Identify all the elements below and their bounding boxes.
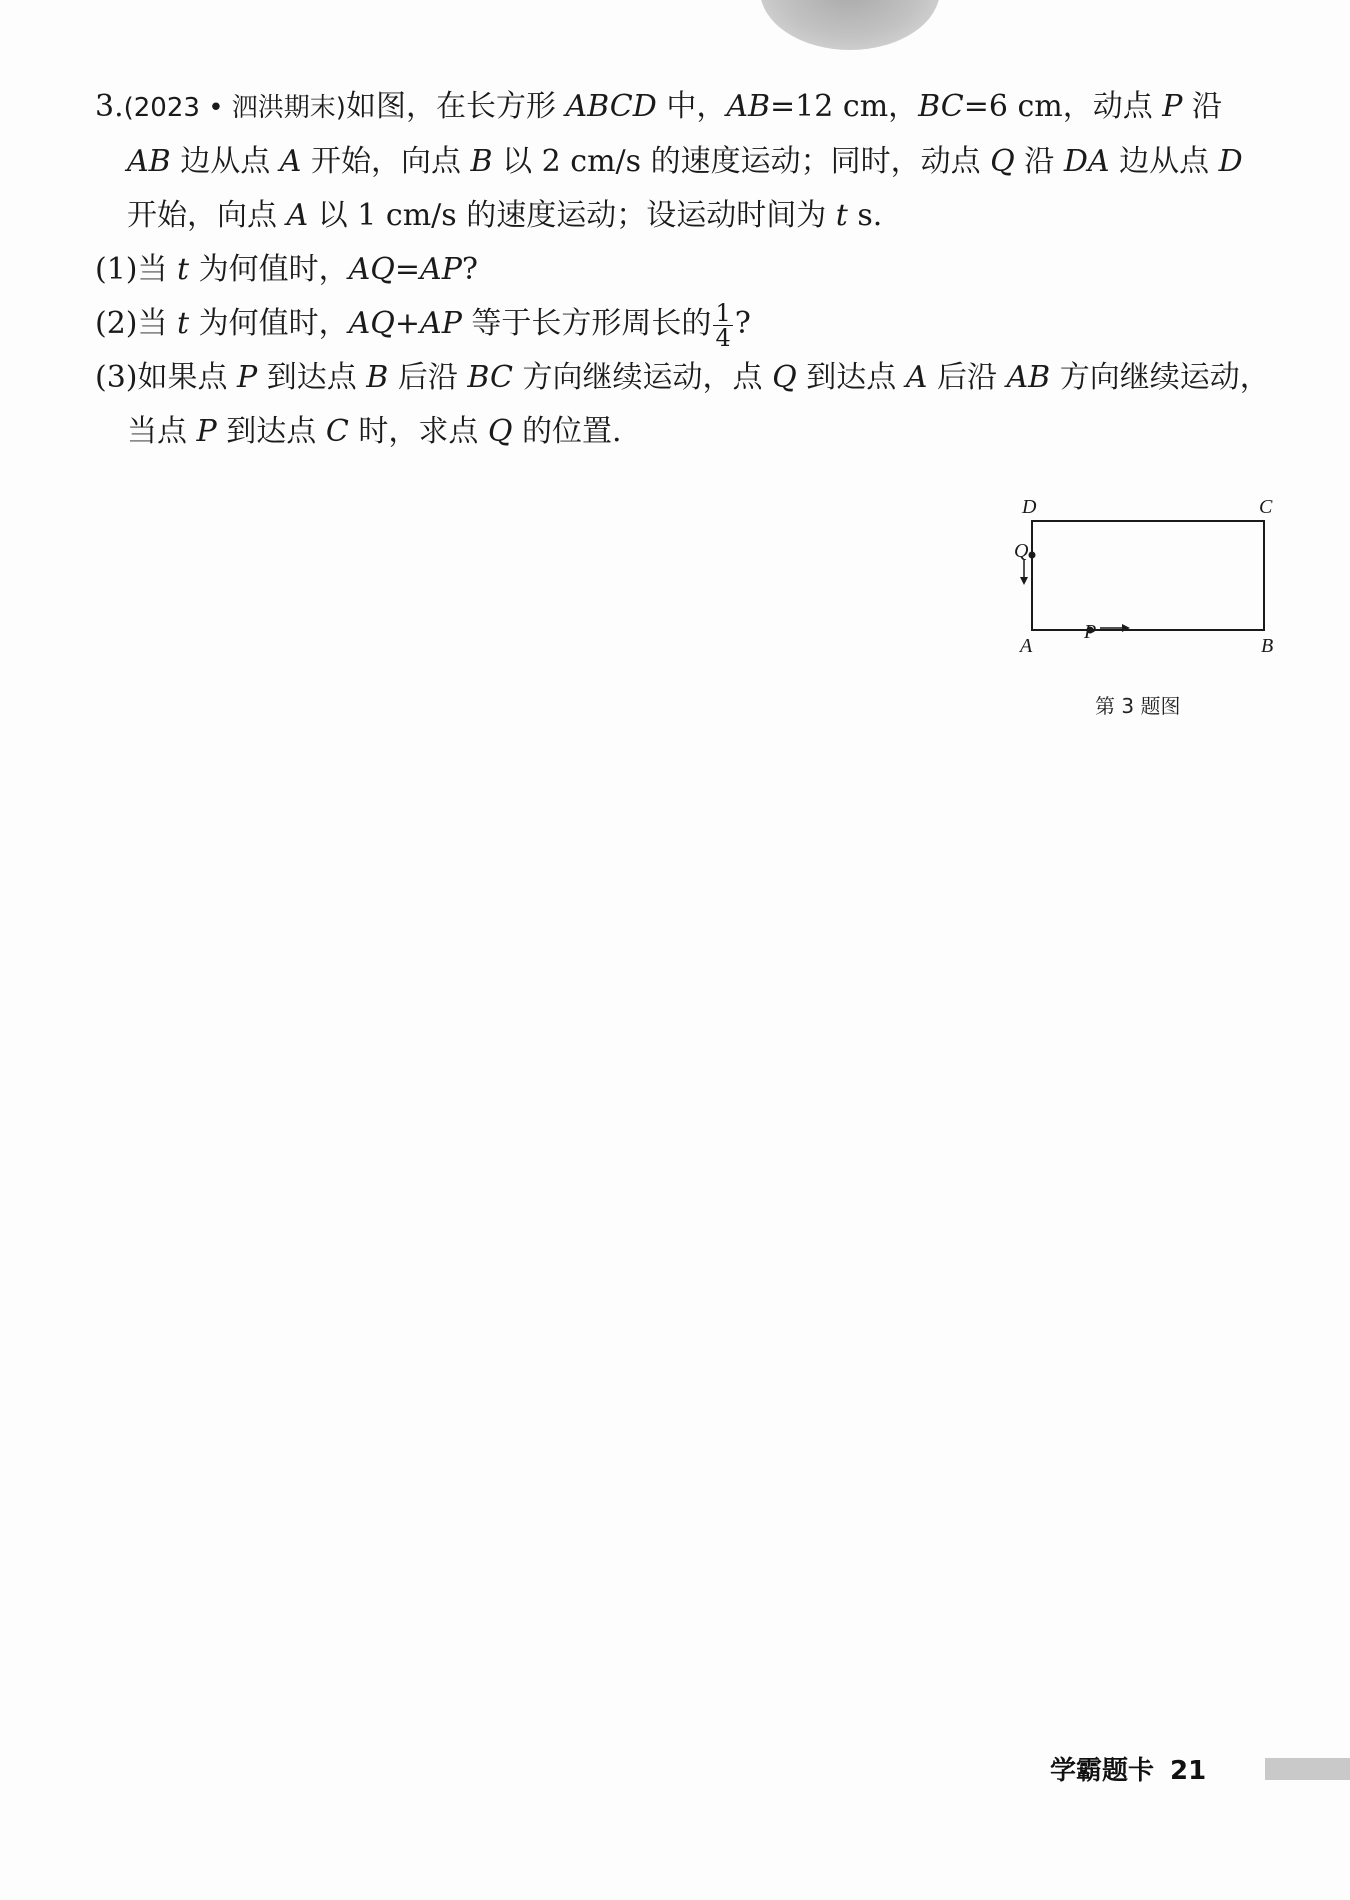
problem-statement	[95, 80, 1275, 243]
text: 的位置.	[512, 414, 622, 449]
math: t	[177, 252, 190, 287]
text: 以 1 cm/s 的速度运动；设运动时间为	[308, 198, 836, 233]
text: 时，求点	[348, 414, 488, 449]
point-q-dot	[1029, 552, 1036, 559]
question-2	[95, 297, 1275, 351]
math: Q	[487, 414, 513, 449]
text: 方向继续运动，当点	[127, 360, 1270, 449]
text: 边从点	[170, 144, 280, 179]
fraction-denominator: 4	[715, 323, 731, 352]
vertex-label-a: A	[1020, 635, 1033, 657]
text: 方向继续运动，点	[512, 360, 773, 395]
math: t	[835, 198, 848, 233]
text: ?	[734, 306, 751, 341]
math: P	[196, 414, 217, 449]
math: C	[325, 414, 349, 449]
math: B	[470, 144, 493, 179]
text: =6 cm，动点	[963, 89, 1163, 124]
math: AB	[127, 144, 171, 179]
figure-caption: 第 3 题图	[1095, 694, 1181, 718]
text: (2)当	[95, 306, 178, 341]
math: AB	[726, 89, 771, 124]
q-arrow-head	[1020, 577, 1028, 585]
math: A	[286, 198, 309, 233]
math: P	[237, 360, 258, 395]
problem-source: (2023 • 泗洪期末)	[123, 93, 346, 123]
math: P	[1162, 89, 1183, 124]
math: ABCD	[565, 89, 657, 124]
math: t	[177, 306, 190, 341]
question-3	[95, 351, 1275, 459]
text: 到达点	[216, 414, 326, 449]
page-top-decoration	[760, 0, 940, 50]
text: 沿	[1182, 89, 1222, 124]
problem-3	[95, 80, 1275, 459]
text: 如图，在长方形	[345, 89, 566, 124]
text: 为何值时，	[189, 306, 349, 341]
fraction-numerator: 1	[715, 298, 731, 327]
math: DA	[1063, 144, 1110, 179]
text: 到达点	[257, 360, 367, 395]
math: B	[366, 360, 389, 395]
math: BC	[918, 89, 964, 124]
text: (3)如果点	[95, 360, 238, 395]
text: 等于长方形周长的	[461, 306, 712, 341]
vertex-label-d: D	[1022, 496, 1037, 518]
text: 沿	[1014, 144, 1064, 179]
question-1	[95, 243, 1275, 297]
page-footer	[1050, 1750, 1206, 1787]
text: s.	[847, 198, 883, 233]
math: Q	[772, 360, 797, 395]
text: 开始，向点	[127, 198, 287, 233]
math: D	[1218, 144, 1243, 179]
point-label-q: Q	[1014, 540, 1029, 562]
math: AQ+AP	[348, 306, 462, 341]
text: 开始，向点	[301, 144, 471, 179]
vertex-label-c: C	[1259, 496, 1273, 518]
vertex-label-b: B	[1261, 635, 1274, 657]
text: ?	[461, 252, 478, 287]
fraction-one-quarter	[713, 298, 732, 352]
text: (1)当	[95, 252, 178, 287]
math: Q	[990, 144, 1015, 179]
text: 中，	[656, 89, 727, 124]
text: 到达点	[796, 360, 906, 395]
rectangle-abcd	[1032, 521, 1264, 630]
math: A	[905, 360, 928, 395]
math: BC	[467, 360, 513, 395]
text: 以 2 cm/s 的速度运动；同时，动点	[492, 144, 991, 179]
text: 边从点	[1109, 144, 1219, 179]
math: AB	[1006, 360, 1051, 395]
footer-title: 学霸题卡	[1050, 1756, 1155, 1786]
text: 后沿	[388, 360, 468, 395]
math: A	[279, 144, 302, 179]
rectangle-figure	[1010, 495, 1300, 665]
text: =12 cm，	[770, 89, 919, 124]
point-label-p: P	[1084, 621, 1097, 643]
text: 后沿	[927, 360, 1007, 395]
text: 为何值时，	[189, 252, 349, 287]
page-number: 21	[1170, 1756, 1207, 1786]
math: AQ=AP	[348, 252, 462, 287]
problem-number: 3.	[95, 89, 124, 124]
footer-decoration-bar	[1265, 1758, 1350, 1780]
